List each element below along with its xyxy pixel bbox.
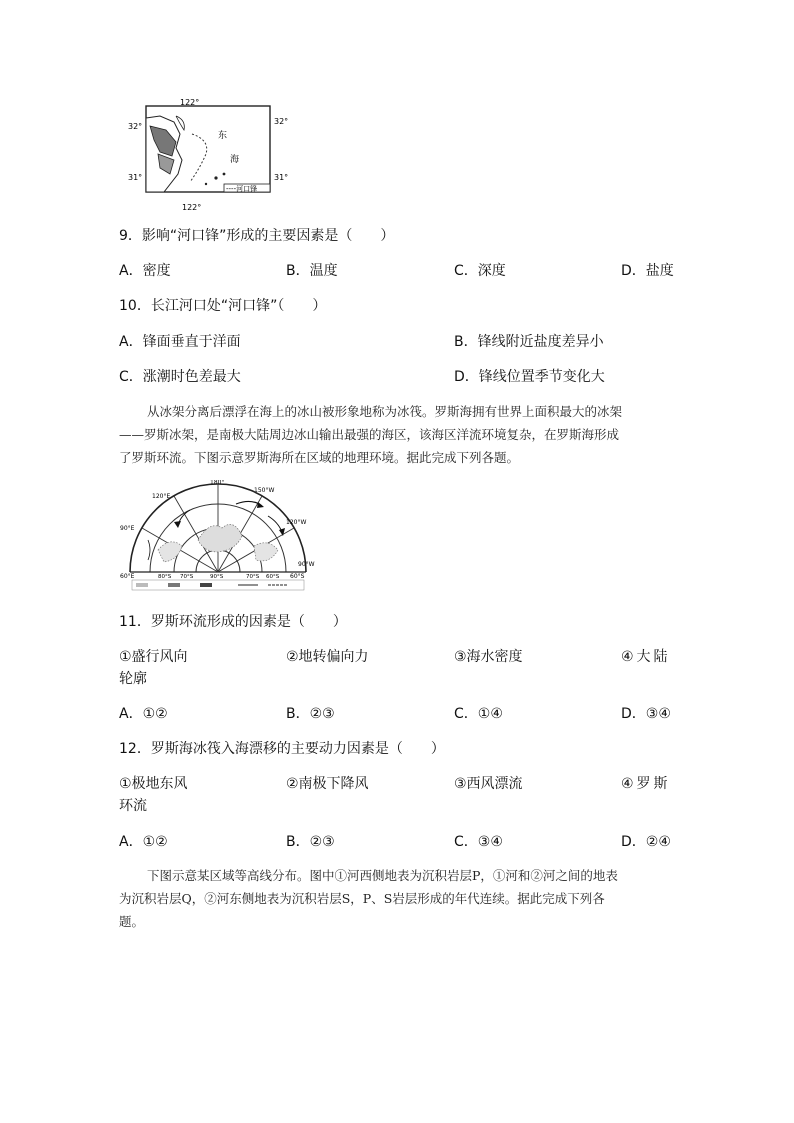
q12-factor-1: ①极地东风: [119, 776, 188, 792]
q9-option-a: A．密度: [119, 263, 171, 279]
q12-factor-3: ③西风漂流: [454, 776, 523, 792]
lon-90e-label: 90°E: [120, 525, 135, 532]
q11-option-c: C．①④: [454, 706, 503, 722]
question-9-stem: 9．影响“河口锋”形成的主要因素是（ ）: [119, 228, 395, 244]
q12-option-c: C．③④: [454, 834, 503, 850]
lat-70s-label-right: 70°S: [246, 574, 260, 580]
lon-top-label: 122°: [180, 98, 200, 107]
q11-factor-2: ②地转偏向力: [286, 649, 369, 665]
lat-70s-label: 70°S: [180, 574, 194, 580]
question-12-stem: 12．罗斯海冰筏入海漂移的主要动力因素是（ ）: [119, 741, 445, 757]
question-10-stem: 10．长江河口处“河口锋”（ ）: [119, 298, 327, 314]
pole-label: 90°S: [210, 574, 224, 580]
lon-120e-label: 120°E: [152, 493, 171, 500]
lat-right-top-label: 32°: [274, 117, 289, 126]
passage2-line-3: 题。: [119, 914, 145, 929]
lat-80s-label: 80°S: [158, 574, 172, 580]
q12-factor-2: ②南极下降风: [286, 776, 369, 792]
lat-left-bottom-label: 31°: [128, 173, 143, 182]
river-mouth-front-map: [120, 96, 296, 214]
q10-option-b: B．锋线附近盐度差异小: [454, 334, 604, 350]
q11-factor-3: ③海水密度: [454, 649, 523, 665]
q12-option-a: A．①②: [119, 834, 168, 850]
lat-60s-label-right: 60°S: [266, 574, 280, 580]
lon-60e-label: 60°E: [120, 573, 135, 580]
q11-option-b: B．②③: [286, 706, 335, 722]
lon-150w-label: 150°W: [254, 487, 275, 494]
q9-option-c: C．深度: [454, 263, 506, 279]
q12-factor-4: ④罗斯: [621, 776, 671, 792]
q11-factor-4-wrap: 轮廓: [119, 671, 147, 687]
q10-option-a: A．锋面垂直于洋面: [119, 334, 241, 350]
q11-option-d: D．③④: [621, 706, 671, 722]
lat-60s-label: 60°S: [290, 573, 305, 580]
q11-option-a: A．①②: [119, 706, 168, 722]
q11-factor-4: ④大陆: [621, 649, 671, 665]
passage2-line-1: 下图示意某区域等高线分布。图中①河西侧地表为沉积岩层P，①河和②河之间的地表: [147, 868, 618, 883]
passage1-line-3: 了罗斯环流。下图示意罗斯海所在区域的地理环境。据此完成下列各题。: [119, 450, 520, 465]
sea-label: 海: [230, 155, 240, 165]
ross-sea-passage: [119, 400, 679, 469]
q12-factor-4-wrap: 环流: [119, 798, 147, 814]
question-11-stem: 11．罗斯环流形成的因素是（ ）: [119, 614, 347, 630]
contour-passage: [119, 864, 679, 933]
passage1-line-1: 从冰架分离后漂浮在海上的冰山被形象地称为冰筏。罗斯海拥有世界上面积最大的冰架: [147, 404, 623, 419]
q12-option-b: B．②③: [286, 834, 335, 850]
q12-option-d: D．②④: [621, 834, 671, 850]
q10-option-c: C．涨潮时色差最大: [119, 369, 241, 385]
lat-left-top-label: 32°: [128, 122, 143, 131]
q9-option-d: D．盐度: [621, 263, 674, 279]
ross-sea-map: [118, 480, 318, 592]
passage1-line-2: ——罗斯冰架，是南极大陆周边冰山输出最强的海区，该海区洋流环境复杂，在罗斯海形成: [119, 427, 620, 442]
east-label: 东: [218, 131, 228, 141]
q11-factor-1: ①盛行风向: [119, 649, 188, 665]
lon-bottom-label: 122°: [182, 203, 202, 212]
passage2-line-2: 为沉积岩层Q，②河东侧地表为沉积岩层S，P、S岩层形成的年代连续。据此完成下列各: [119, 891, 605, 906]
lat-right-bottom-label: 31°: [274, 173, 289, 182]
lon-180-label: 180°: [210, 480, 225, 486]
lon-90w-label: 90°W: [298, 561, 315, 568]
q10-option-d: D．锋线位置季节变化大: [454, 369, 605, 385]
map1-legend: ----河口锋: [226, 185, 258, 193]
lon-120w-label: 120°W: [286, 519, 307, 526]
q9-option-b: B．温度: [286, 263, 338, 279]
